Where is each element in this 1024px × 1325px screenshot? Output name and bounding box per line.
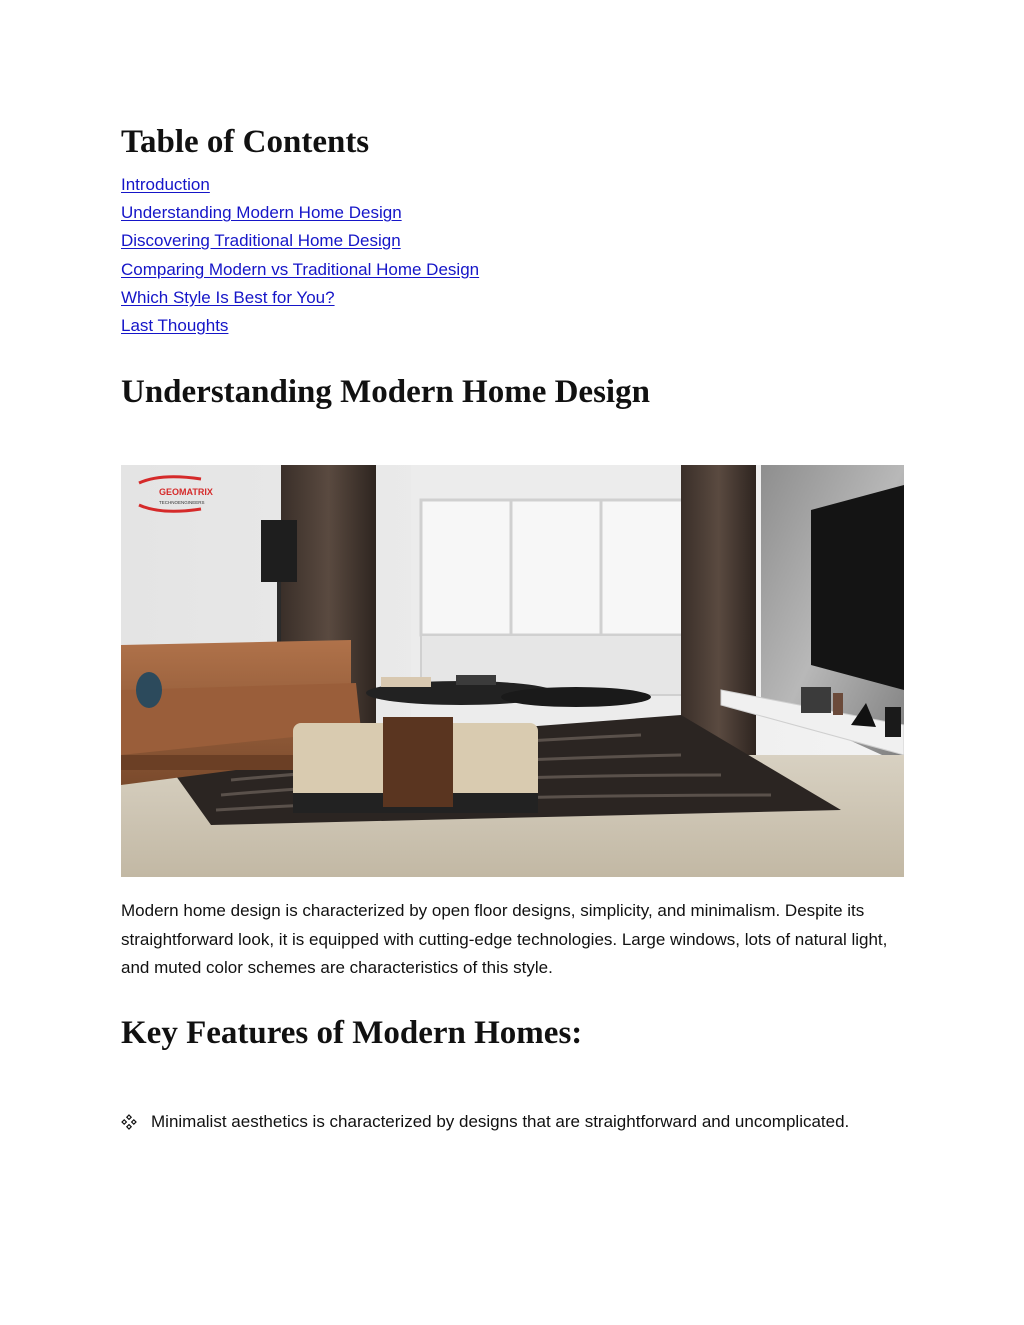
living-room-image xyxy=(121,465,904,877)
section-title-modern-design: Understanding Modern Home Design xyxy=(121,374,650,410)
section-title-key-features: Key Features of Modern Homes: xyxy=(121,1015,583,1051)
toc-link-which-style[interactable]: Which Style Is Best for You? xyxy=(121,287,335,307)
toc-link-introduction[interactable]: Introduction xyxy=(121,175,210,194)
toc-link-last-thoughts[interactable]: Last Thoughts xyxy=(121,315,229,335)
toc-item xyxy=(121,172,479,200)
logo-subtext: TECHNOENGINEERS xyxy=(159,500,205,505)
bullet-text: Minimalist aesthetics is characterized by designs that are straightforward and uncomplicated. xyxy=(151,1112,850,1131)
toc-title: Table of Contents xyxy=(121,124,370,160)
toc-item xyxy=(121,257,479,285)
toc-item xyxy=(121,313,479,341)
table-of-contents xyxy=(121,172,479,341)
modern-design-paragraph: Modern home design is characterized by open floor designs, simplicity, and minimalism. Despite its straightforward look, it is equipped with cutting-edge technologies. Large windows, lots of natural light, and muted color schemes are characteristics of this style. xyxy=(121,901,888,977)
toc-link-discovering-traditional[interactable]: Discovering Traditional Home Design xyxy=(121,231,401,251)
logo-text: GEOMATRIX xyxy=(159,487,213,497)
toc-link-comparing[interactable]: Comparing Modern vs Traditional Home Design xyxy=(121,259,480,279)
key-features-list xyxy=(121,1108,911,1137)
toc-item xyxy=(121,285,479,313)
list-item xyxy=(121,1108,911,1137)
four-diamond-bullet-icon xyxy=(121,1114,137,1130)
toc-item xyxy=(121,200,479,228)
toc-link-understanding-modern[interactable]: Understanding Modern Home Design xyxy=(121,203,402,223)
toc-item xyxy=(121,228,479,256)
